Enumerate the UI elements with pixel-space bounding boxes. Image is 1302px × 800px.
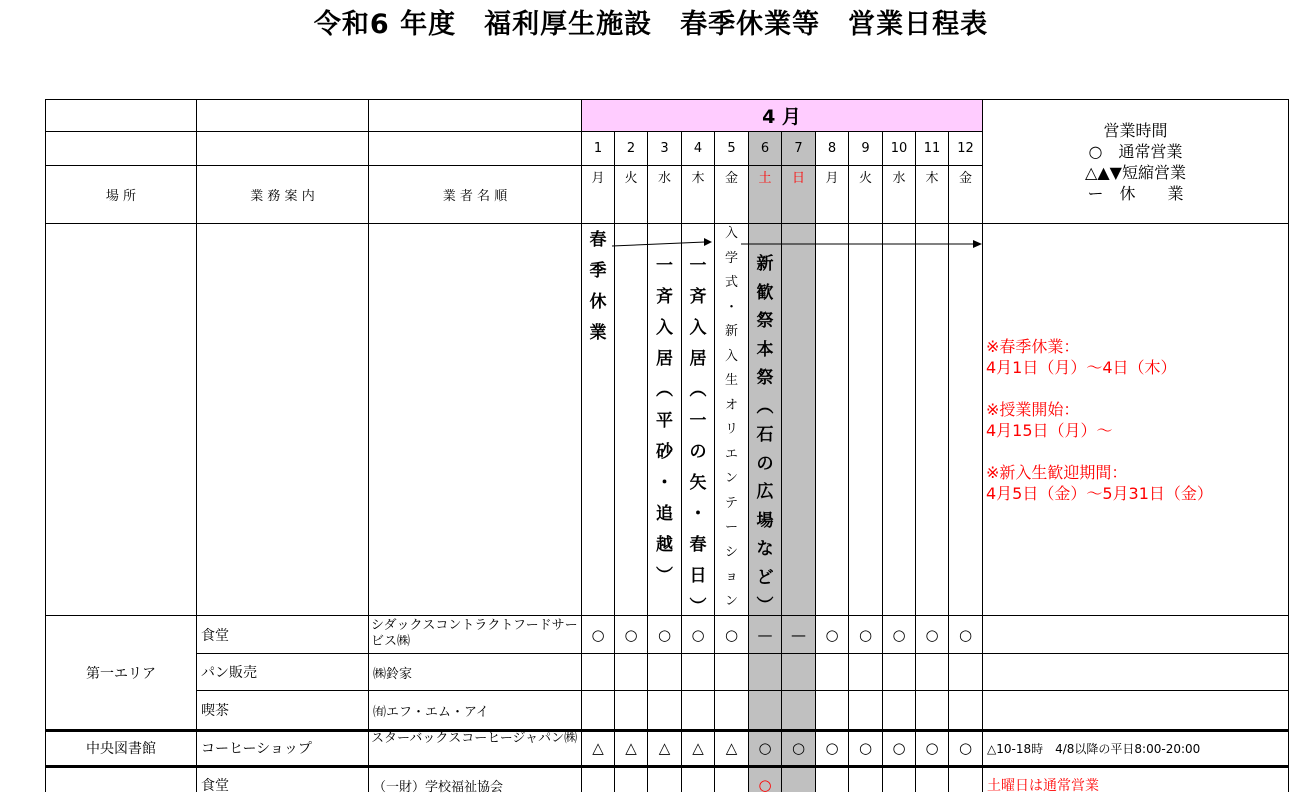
event-char: 追 bbox=[656, 504, 673, 524]
mark-cell: ○ bbox=[724, 625, 739, 644]
event-char: 斉 bbox=[689, 287, 707, 307]
event-char: 季 bbox=[589, 261, 607, 281]
event-char: 一 bbox=[656, 256, 673, 276]
header-service: 業 務 案 内 bbox=[250, 189, 315, 204]
day-dow: 水 bbox=[657, 170, 671, 186]
event-char: 業 bbox=[589, 323, 607, 343]
mark-cell: ○ bbox=[624, 625, 638, 644]
event-char: 場 bbox=[756, 510, 774, 531]
mark-cell: ○ bbox=[892, 625, 906, 644]
note-spring-break-title: ※春季休業： bbox=[986, 337, 1080, 356]
event-char: 休 bbox=[589, 292, 607, 312]
event-char: 歓 bbox=[756, 282, 774, 303]
event-move-in-1 bbox=[648, 251, 681, 592]
mark-cell: ○ bbox=[858, 739, 873, 757]
event-char: 祭 bbox=[756, 311, 774, 331]
event-char: の bbox=[689, 442, 707, 462]
mark-cell: △ bbox=[725, 739, 738, 757]
library-note: △10-18時 4/8以降の平日8:00-20:00 bbox=[987, 741, 1201, 756]
day-num: 7 bbox=[794, 141, 803, 156]
event-char: 居 bbox=[689, 349, 707, 369]
event-char: シ bbox=[724, 544, 738, 560]
mark-cell: ○ bbox=[791, 739, 806, 757]
day-dow: 金 bbox=[724, 170, 738, 186]
day-num: 9 bbox=[861, 141, 870, 156]
day-num: 5 bbox=[727, 141, 736, 156]
day-num: 6 bbox=[760, 141, 770, 156]
next-vendor: （一財）学校福祉協会 bbox=[373, 779, 504, 795]
event-char: 新 bbox=[756, 254, 774, 274]
event-festival bbox=[749, 250, 781, 621]
event-char: ︶ bbox=[756, 596, 774, 616]
event-char: 式 bbox=[724, 275, 738, 290]
note-welcome-title: ※新入生歓迎期間： bbox=[986, 463, 1128, 482]
weekend-shade-sun bbox=[782, 132, 815, 792]
library-service: コーヒーショップ bbox=[201, 741, 312, 757]
event-char: ー bbox=[724, 520, 738, 535]
event-char: 越 bbox=[656, 535, 673, 555]
day-dow: 火 bbox=[624, 170, 638, 186]
event-char: な bbox=[756, 539, 774, 559]
mark-cell: △ bbox=[592, 739, 604, 757]
event-orientation bbox=[715, 222, 748, 614]
event-char: 砂 bbox=[656, 442, 673, 462]
day-dow: 月 bbox=[591, 170, 605, 186]
mark-cell: ○ bbox=[591, 625, 605, 644]
day-num: 12 bbox=[957, 141, 974, 156]
event-char: 石 bbox=[756, 425, 774, 445]
event-char: 学 bbox=[724, 250, 738, 266]
event-char: オ bbox=[724, 397, 738, 413]
event-char: 斉 bbox=[656, 287, 673, 307]
day-num: 4 bbox=[693, 141, 703, 156]
mark-cell: ○ bbox=[958, 739, 973, 757]
mark-cell: ○ bbox=[825, 625, 839, 644]
event-char: 居 bbox=[656, 349, 673, 369]
next-mark-day6: ○ bbox=[758, 776, 772, 794]
day-dow: 水 bbox=[892, 170, 906, 186]
legend bbox=[983, 120, 1288, 204]
event-char: ョ bbox=[724, 569, 738, 584]
event-char: ︵ bbox=[756, 396, 774, 417]
event-char: 一 bbox=[689, 256, 707, 276]
legend-closed: ー 休 業 bbox=[1087, 184, 1184, 203]
area1-place: 第一エリア bbox=[86, 665, 156, 682]
note-welcome-detail: 4月5日（金）～5月31日（金） bbox=[986, 484, 1213, 503]
event-char: 広 bbox=[756, 482, 774, 502]
area1-row3-service: 喫茶 bbox=[201, 703, 229, 719]
event-char: 入 bbox=[724, 226, 738, 241]
event-char: 本 bbox=[756, 339, 774, 360]
notes bbox=[986, 336, 1286, 504]
event-char: 平 bbox=[656, 411, 673, 431]
day-dow: 土 bbox=[758, 170, 772, 186]
event-char: テ bbox=[724, 495, 738, 511]
event-char: の bbox=[756, 453, 774, 474]
mark-cell: △ bbox=[692, 739, 704, 757]
area1-row1-vendor: シダックスコントラクトフードサービス㈱ bbox=[371, 618, 578, 649]
event-char: 入 bbox=[656, 318, 673, 338]
event-char: 春 bbox=[689, 535, 707, 555]
event-char: ︵ bbox=[689, 380, 707, 400]
event-char: ・ bbox=[724, 299, 738, 315]
note-classes-detail: 4月15日（月）～ bbox=[986, 421, 1113, 440]
event-char: ン bbox=[724, 593, 738, 609]
mark-cell: ○ bbox=[925, 625, 939, 644]
event-char: 一 bbox=[689, 411, 707, 431]
day-dow: 日 bbox=[791, 170, 805, 186]
mark-cell: ○ bbox=[691, 625, 705, 644]
mark-cell: △ bbox=[625, 739, 637, 757]
day-dow: 火 bbox=[858, 170, 872, 186]
mark-cell: ○ bbox=[825, 739, 839, 757]
mark-cell: ○ bbox=[758, 739, 772, 757]
event-char: 春 bbox=[589, 230, 607, 250]
event-char: ・ bbox=[656, 473, 673, 493]
day-num: 1 bbox=[593, 141, 603, 156]
event-char: ・ bbox=[689, 504, 707, 524]
legend-heading: 営業時間 bbox=[1103, 121, 1168, 140]
header-vendor: 業 者 名 順 bbox=[442, 189, 508, 204]
event-spring-break bbox=[582, 225, 614, 349]
library-place: 中央図書館 bbox=[86, 741, 156, 757]
day-dow: 木 bbox=[691, 170, 705, 186]
next-note: 土曜日は通常営業 bbox=[987, 778, 1099, 794]
event-char: 新 bbox=[724, 324, 738, 339]
event-char: 矢 bbox=[689, 473, 707, 493]
page-title: 令和6 年度 福利厚生施設 春季休業等 営業日程表 bbox=[313, 9, 989, 40]
mark-cell: ○ bbox=[958, 625, 973, 644]
event-char: 日 bbox=[689, 566, 707, 586]
area1-row2-vendor: ㈱鈴家 bbox=[373, 666, 413, 682]
day-dow: 金 bbox=[958, 170, 972, 186]
event-char: ︶ bbox=[689, 597, 707, 617]
day-num: 2 bbox=[626, 141, 636, 156]
day-num: 10 bbox=[890, 141, 908, 156]
mark-cell: ○ bbox=[858, 625, 873, 644]
note-classes-title: ※授業開始： bbox=[986, 400, 1080, 419]
event-char: エ bbox=[724, 446, 738, 462]
mark-cell: — bbox=[791, 625, 806, 644]
area1-row2-service: パン販売 bbox=[201, 665, 257, 681]
event-char: ︵ bbox=[656, 380, 673, 400]
note-spring-break-detail: 4月1日（月）～4日（木） bbox=[986, 358, 1177, 377]
event-move-in-2 bbox=[682, 251, 714, 623]
mark-cell: — bbox=[757, 625, 773, 644]
day-dow: 月 bbox=[825, 170, 839, 186]
event-char: リ bbox=[724, 422, 738, 437]
event-char: ン bbox=[724, 471, 738, 486]
event-char: 入 bbox=[724, 348, 738, 364]
event-char: 入 bbox=[689, 318, 707, 338]
event-char: 祭 bbox=[756, 368, 774, 388]
month-label: 4 月 bbox=[762, 106, 801, 128]
day-num: 8 bbox=[827, 141, 837, 156]
day-num: 11 bbox=[923, 141, 941, 156]
event-char: 生 bbox=[724, 373, 738, 388]
event-char: ど bbox=[756, 567, 774, 588]
event-char: ︶ bbox=[656, 566, 673, 586]
mark-cell: △ bbox=[658, 739, 671, 757]
legend-normal: ○ 通常営業 bbox=[1088, 142, 1183, 161]
day-dow: 木 bbox=[925, 170, 939, 186]
area1-row1-service: 食堂 bbox=[201, 627, 229, 644]
day-num: 3 bbox=[660, 141, 669, 156]
mark-cell: ○ bbox=[892, 739, 906, 757]
area1-row3-vendor: ㈲エフ・エム・アイ bbox=[373, 704, 489, 720]
legend-short: △▲▼短縮営業 bbox=[1085, 163, 1186, 182]
header-place: 場 所 bbox=[105, 189, 137, 204]
next-service: 食堂 bbox=[201, 778, 229, 794]
library-vendor: スターバックスコーヒージャパン㈱ bbox=[371, 731, 578, 746]
mark-cell: ○ bbox=[925, 739, 939, 757]
mark-cell: ○ bbox=[657, 625, 672, 644]
